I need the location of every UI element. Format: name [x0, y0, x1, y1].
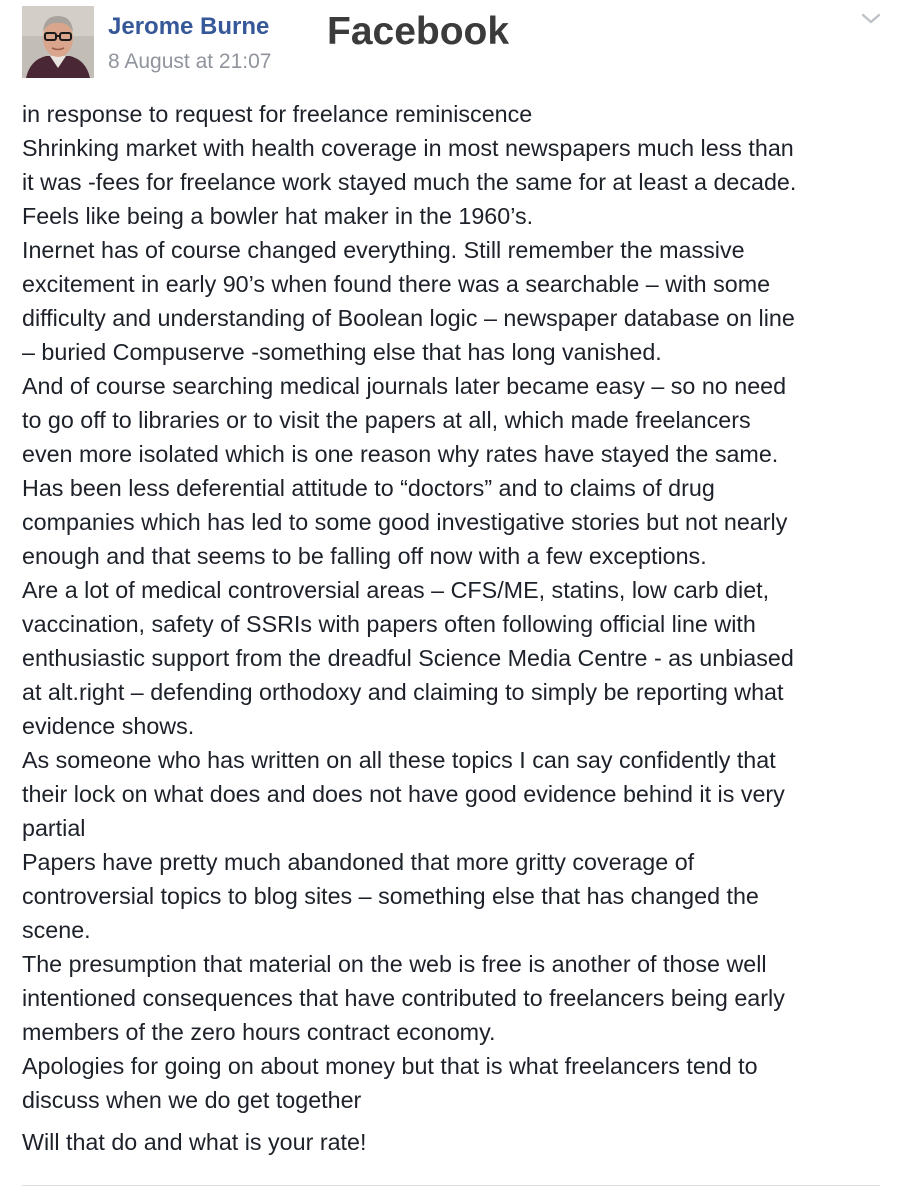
post-line: Apologies for going on about money but that is what freelancers tend to — [22, 1053, 758, 1079]
avatar-portrait — [22, 6, 94, 78]
post-line: And of course searching medical journals later became easy – so no need — [22, 373, 787, 399]
post-line: Feels like being a bowler hat maker in the 1960’s. — [22, 203, 534, 229]
post-line: at alt.right – defending orthodoxy and claiming to simply be reporting what — [22, 679, 784, 705]
post-line: Inernet has of course changed everything. Still remember the massive — [22, 237, 745, 263]
post-line: scene. — [22, 917, 91, 943]
post-line: Shrinking market with health coverage in most newspapers much less than — [22, 135, 794, 161]
post-line: partial — [22, 815, 86, 841]
post-line: – buried Compuserve -something else that has long vanished. — [22, 339, 662, 365]
post-line: even more isolated which is one reason why rates have stayed the same. — [22, 441, 779, 467]
post-line: it was -fees for freelance work stayed much the same for at least a decade. — [22, 169, 797, 195]
author-name[interactable]: Jerome Burne — [108, 13, 270, 40]
post-line: The presumption that material on the web is free is another of those well — [22, 951, 767, 977]
chevron-down-icon[interactable] — [858, 8, 884, 28]
post-line: excitement in early 90’s when found there was a searchable – with some — [22, 271, 771, 297]
post-line: Will that do and what is your rate! — [22, 1129, 367, 1155]
post-line: in response to request for freelance reminiscence — [22, 101, 533, 127]
post-line: their lock on what does and does not have good evidence behind it is very — [22, 781, 785, 807]
post-line: members of the zero hours contract economy. — [22, 1019, 496, 1045]
post-body — [22, 97, 894, 1159]
post-line: to go off to libraries or to visit the papers at all, which made freelancers — [22, 407, 751, 433]
post-line: controversial topics to blog sites – something else that has changed the — [22, 883, 759, 909]
post-line: vaccination, safety of SSRIs with papers often following official line with — [22, 611, 756, 637]
post-line: Papers have pretty much abandoned that more gritty coverage of — [22, 849, 695, 875]
post-divider — [22, 1185, 880, 1186]
post-timestamp[interactable]: 8 August at 21:07 — [108, 50, 272, 73]
post-line: Are a lot of medical controversial areas – CFS/ME, statins, low carb diet, — [22, 577, 770, 603]
post-header — [22, 6, 902, 78]
post-line: intentioned consequences that have contributed to freelancers being early — [22, 985, 785, 1011]
brand-label: Facebook — [327, 10, 510, 53]
post-line: Has been less deferential attitude to “doctors” and to claims of drug — [22, 475, 715, 501]
post-line: evidence shows. — [22, 713, 195, 739]
post-line: As someone who has written on all these topics I can say confidently that — [22, 747, 776, 773]
post-line: enough and that seems to be falling off now with a few exceptions. — [22, 543, 707, 569]
avatar[interactable] — [22, 6, 94, 78]
post-line: discuss when we do get together — [22, 1087, 362, 1113]
post-line: companies which has led to some good investigative stories but not nearly — [22, 509, 788, 535]
post-line: enthusiastic support from the dreadful Science Media Centre - as unbiased — [22, 645, 794, 671]
post-line: difficulty and understanding of Boolean logic – newspaper database on line — [22, 305, 795, 331]
